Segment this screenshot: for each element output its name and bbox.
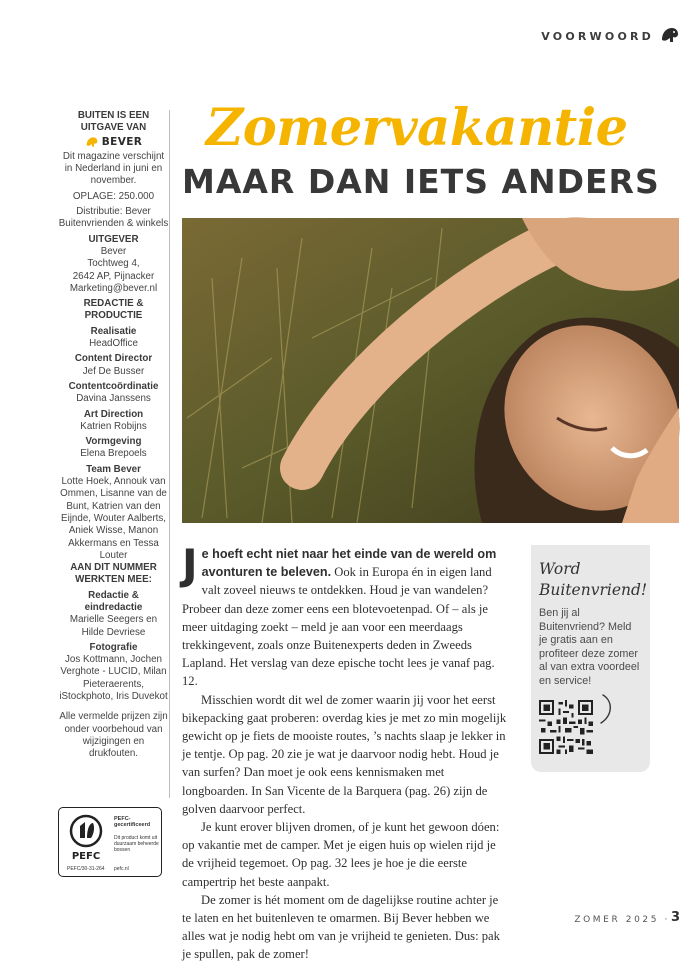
title-script: Zomervakantie <box>206 98 628 158</box>
pefc-label: PEFC <box>71 851 101 862</box>
pefc-title: PEFC-gecertificeerd <box>114 816 151 828</box>
box-body: Ben jij al Buitenvriend? Meld je gratis aan en profiteer deze zomer al van extra voordeel en service! <box>539 607 640 687</box>
editorial-label: REDACTIE & PRODUCTIE <box>83 298 144 322</box>
publisher-line: 2642 AP, Pijnacker <box>72 270 155 282</box>
publisher-line: Tochtweg 4, <box>87 258 140 270</box>
issue-label: ZOMER 2025 · <box>574 915 670 925</box>
role-label: Contentcoördinatie <box>68 380 159 392</box>
pefc-code: PEFC/30-31-264 <box>67 866 105 872</box>
role-label: Realisatie <box>90 325 137 337</box>
lead-text: e hoeft echt niet naar het einde van de wereld om avonturen te beleven. <box>201 547 497 580</box>
distribution: Distributie: Bever Buitenvrienden & winkels <box>58 206 169 230</box>
disclaimer: Alle vermelde prijzen zijn onder voorbehoud van wijzigingen en drukfouten. <box>59 711 168 760</box>
publisher-heading: BUITEN IS EEN UITGAVE VAN <box>77 110 150 134</box>
pefc-certification <box>58 807 162 877</box>
role-names: Davina Janssens <box>76 393 151 405</box>
qr-code-icon[interactable] <box>539 700 593 754</box>
page-title: MAAR DAN IETS ANDERS <box>182 162 660 201</box>
role-names: Marielle Seegers en Hilde Devriese <box>69 614 158 638</box>
role-names: Jos Kottmann, Jochen Verghote - LUCID, Milan Pieteraerents, iStockphoto, Iris Duvekot <box>59 654 168 703</box>
drop-cap: J <box>182 540 198 589</box>
circulation: OPLAGE: 250.000 <box>72 190 155 202</box>
publisher-line: Bever <box>100 245 127 257</box>
publisher-label: UITGEVER <box>88 233 139 245</box>
role-label: Fotografie <box>89 641 138 653</box>
paragraph: Misschien wordt dit wel de zomer waarin jij voor het eerst bikepacking gaat proberen: overdag kies je met zo min mogelijk gewicht op je fiets de mooiste routes, ’s nachts slaap je lekker in je tentje. Op pag. 20 zie je wat je daarvoor nodig hebt. Houd je van surfen? Dan moet je ook eens kennismaken met longboarden. In San Vicente de la Barquera (pag. 26) zijn de golven daarvoor perfect. <box>182 692 507 816</box>
page-number: 3 <box>670 910 680 925</box>
article-body <box>182 540 510 964</box>
colophon-intro: Dit magazine verschijnt in Nederland in juni en november. <box>62 150 165 187</box>
arrow-icon <box>597 693 619 727</box>
pefc-tree-icon <box>67 814 105 862</box>
colophon <box>58 110 170 798</box>
paragraph: Je kunt erover blijven dromen, of je kunt het gewoon dóen: op vakantie met de camper. Met je eigen huis op wielen rijd je de vrijheid tegemoet. Op pag. 32 lees je hoe je die eerste campertrip het beste aanpakt. <box>182 820 500 889</box>
paragraph: De zomer is hét moment om de dagelijkse routine achter je te laten en het buitenleven te omarmen. Bij Bever hebben we alles wat je nodig hebt om van je vrijheid te genieten. Dus: pak je spullen, pak de zomer! <box>182 892 500 962</box>
paragraph <box>182 540 510 691</box>
role-names: Lotte Hoek, Annouk van Ommen, Lisanne van de Bunt, Katrien van den Eijnde, Wouter Aalberts, Aniek Wisse, Manon Akkermans en Tessa Louter <box>60 476 167 561</box>
role-label: Vormgeving <box>85 436 142 448</box>
hero-photo <box>182 218 679 523</box>
role-label: Content Director <box>74 353 153 365</box>
beaver-icon <box>660 26 680 44</box>
bever-logo <box>58 136 169 148</box>
pefc-description: Dit product komt uit duurzaam beheerde bossen <box>114 835 159 853</box>
role-names: Jef De Busser <box>82 365 145 377</box>
role-names: HeadOffice <box>89 338 138 350</box>
role-label: Redactie & eindredactie <box>84 589 143 613</box>
beaver-logo-icon <box>85 136 99 148</box>
section-label: VOORWOORD <box>541 30 654 43</box>
role-names: Elena Brepoels <box>80 448 147 460</box>
brand-name: BEVER <box>101 135 143 148</box>
box-heading: Buitenvriend! <box>539 581 648 599</box>
role-names: Katrien Robijns <box>80 420 147 432</box>
buitenvriend-box <box>531 545 650 772</box>
role-label: Art Direction <box>83 408 144 420</box>
role-label: Team Bever <box>86 463 141 475</box>
publisher-email: Marketing@bever.nl <box>69 282 158 294</box>
box-heading: Word <box>539 560 581 578</box>
contributors-label: AAN DIT NUMMER WERKTEN MEE: <box>70 562 157 586</box>
pefc-site: pefc.nl <box>114 866 129 872</box>
paragraph-text: Ook in Europa én in eigen land valt zoveel nieuws te ontdekken. Houd je van wandelen? Probeer dan deze zomer eens een blotevoetenpad. Of – als je meer uitdaging zoekt – meld je aan voor een meerdaags trekkingevent, zoals onze Buitenexperts deden in Zweeds Lapland. Het verslag van deze epische tocht lees je vanaf pag. 12. <box>182 565 495 689</box>
